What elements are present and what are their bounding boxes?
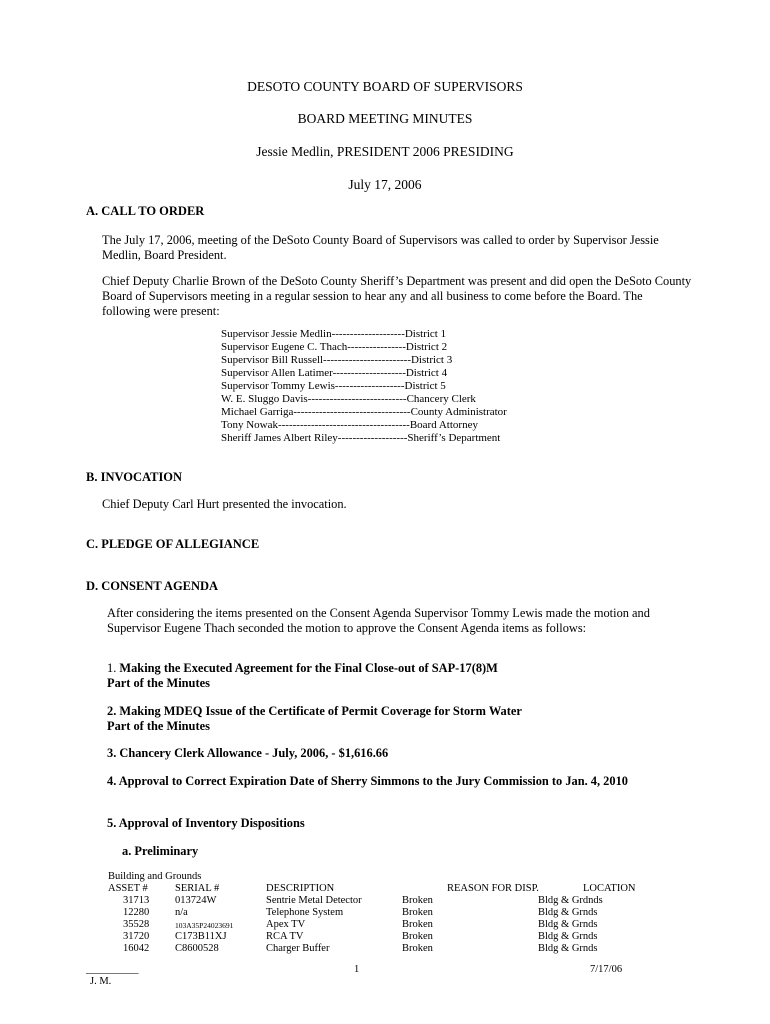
org-title: DESOTO COUNTY BOARD OF SUPERVISORS [247,79,523,94]
cell-description: Sentrie Metal Detector [266,895,362,906]
section-call-to-order: A. CALL TO ORDER [86,204,205,218]
agenda-item-1-sub: Part of the Minutes [107,676,210,690]
attendee: Tony Nowak------------------------------------Board Attorney [221,419,478,431]
cell-location: Bldg & Grnds [538,919,598,930]
section-invocation: B. INVOCATION [86,470,183,484]
agenda-item-1 [107,661,707,676]
cell-asset: 12280 [123,907,150,918]
cell-asset: 35528 [123,919,150,930]
attendee: Sheriff James Albert Riley-------------------Sheriff’s Department [221,432,501,444]
agenda-item-1-number: 1. [107,661,117,675]
cell-serial: 103A35P24023691 [175,921,234,930]
attendee-list [221,328,507,445]
consent-agenda-paragraph: After considering the items presented on the Consent Agenda Supervisor Tommy Lewis made the motion and Supervisor Eugene Thach seconded the motion to approve the Consent Agenda items as follows: [107,606,650,635]
cell-reason: Broken [402,895,433,906]
col-header-reason: REASON FOR DISP. [447,883,539,894]
footer-date: 7/17/06 [590,964,623,975]
cell-reason: Broken [402,919,433,930]
attendee: Supervisor Tommy Lewis-------------------District 5 [221,380,446,392]
cell-serial: C173B11XJ [175,931,227,942]
cell-description: RCA TV [266,931,304,942]
invocation-paragraph: Chief Deputy Carl Hurt presented the invocation. [102,497,347,511]
cell-reason: Broken [402,943,433,954]
cell-reason: Broken [402,907,433,918]
col-header-description: DESCRIPTION [266,883,335,894]
attendee: Supervisor Eugene C. Thach----------------District 2 [221,341,448,353]
cell-serial: C8600528 [175,943,219,954]
footer-initials: J. M. [90,976,112,987]
inventory-group-label: Building and Grounds [108,871,202,882]
col-header-serial: SERIAL # [175,883,220,894]
agenda-item-5: 5. Approval of Inventory Dispositions [107,816,305,830]
attendee: Supervisor Bill Russell------------------------District 3 [221,354,453,366]
cell-asset: 31720 [123,931,150,942]
cell-serial: n/a [175,907,188,918]
cell-asset: 16042 [123,943,150,954]
cell-serial: 013724W [175,895,217,906]
call-to-order-paragraph-1: The July 17, 2006, meeting of the DeSoto County Board of Supervisors was called to order by Supervisor Jessie Medlin, Board President. [102,233,659,262]
section-pledge: C. PLEDGE OF ALLEGIANCE [86,537,260,551]
doc-title: BOARD MEETING MINUTES [297,111,473,126]
agenda-item-2-sub: Part of the Minutes [107,719,210,733]
agenda-item-4: 4. Approval to Correct Expiration Date of Sherry Simmons to the Jury Commission to Jan. 4, 2010 [107,774,628,788]
attendee: Michael Garriga--------------------------------County Administrator [221,406,507,418]
page-number: 1 [354,964,360,975]
agenda-item-3: 3. Chancery Clerk Allowance - July, 2006, - $1,616.66 [107,746,389,760]
cell-location: Bldg & Grdnds [538,895,603,906]
cell-location: Bldg & Grnds [538,943,598,954]
presiding-line: Jessie Medlin, PRESIDENT 2006 PRESIDING [256,144,514,159]
attendee: Supervisor Jessie Medlin--------------------District 1 [221,328,447,340]
cell-description: Apex TV [266,919,306,930]
call-to-order-paragraph-2: Chief Deputy Charlie Brown of the DeSoto County Sheriff’s Department was present and did open the DeSoto County Board of Supervisors meeting in a regular session to hear any and all business to come before the Board. The following were present: [102,274,692,318]
cell-location: Bldg & Grnds [538,907,598,918]
agenda-item-1-text: Making the Executed Agreement for the Final Close-out of SAP-17(8)M [119,661,498,675]
cell-reason: Broken [402,931,433,942]
cell-location: Bldg & Grnds [538,931,598,942]
col-header-location: LOCATION [583,883,636,894]
cell-description: Telephone System [266,907,344,918]
section-consent-agenda: D. CONSENT AGENDA [86,579,219,593]
attendee: Supervisor Allen Latimer--------------------District 4 [221,367,448,379]
agenda-item-5a: a. Preliminary [122,844,199,858]
signature-line: __________ [86,964,139,975]
attendee: W. E. Sluggo Davis---------------------------Chancery Clerk [221,393,476,405]
agenda-item-2: 2. Making MDEQ Issue of the Certificate of Permit Coverage for Storm Water [107,704,522,718]
cell-asset: 31713 [123,895,150,906]
col-header-asset: ASSET # [108,883,148,894]
meeting-date: July 17, 2006 [348,177,422,192]
cell-description: Charger Buffer [266,943,330,954]
